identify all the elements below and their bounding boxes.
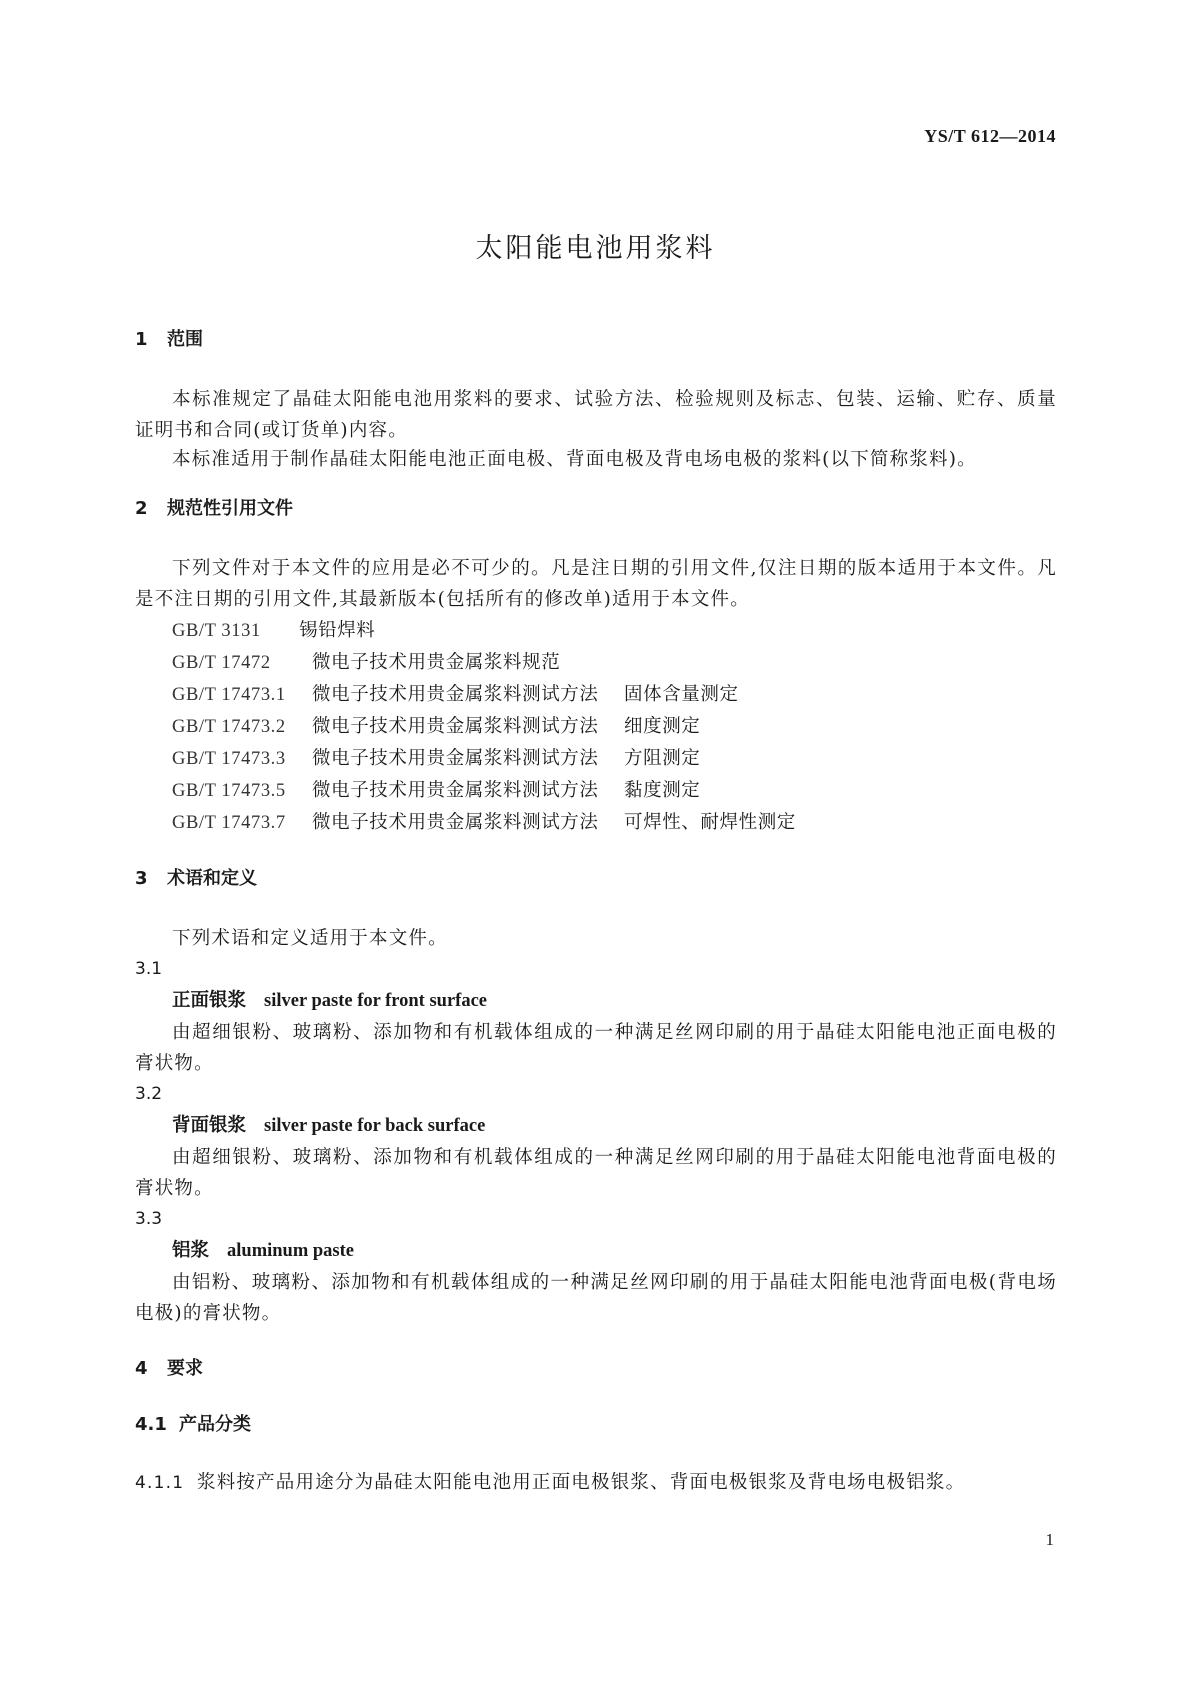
section-heading-terms: [135, 865, 1057, 893]
section-number: 4: [135, 1358, 148, 1379]
paragraph: 本标准规定了晶硅太阳能电池用浆料的要求、试验方法、检验规则及标志、包装、运输、贮存、质量证明书和合同(或订货单)内容。: [135, 389, 1057, 441]
reference-code: GB/T 17472: [172, 653, 271, 673]
reference-title: 微电子技术用贵金属浆料测试方法: [312, 748, 599, 769]
term-entry: [135, 1204, 1057, 1329]
section-title: 规范性引用文件: [167, 498, 293, 519]
reference-subtitle: 固体含量测定: [624, 684, 739, 705]
subsection-heading-product-classification: [135, 1411, 1057, 1439]
reference-subtitle: 方阻测定: [624, 748, 701, 769]
clause-text: 浆料按产品用途分为晶硅太阳能电池用正面电极银浆、背面电极银浆及背电场电极铝浆。: [197, 1472, 966, 1493]
subsection-title: 产品分类: [179, 1414, 251, 1435]
term-definition: 由超细银粉、玻璃粉、添加物和有机载体组成的一种满足丝网印刷的用于晶硅太阳能电池背面电极的膏状物。: [135, 1147, 1057, 1199]
document-body: [135, 326, 1057, 1499]
reference-item: [135, 711, 1057, 743]
reference-item: [135, 775, 1057, 807]
reference-subtitle: 可焊性、耐焊性测定: [624, 812, 796, 833]
reference-subtitle: 黏度测定: [624, 780, 701, 801]
reference-title: 微电子技术用贵金属浆料测试方法: [312, 716, 599, 737]
term-name-zh: 正面银浆: [172, 990, 247, 1011]
term-number: 3.1: [135, 959, 163, 979]
reference-code: GB/T 17473.3: [172, 749, 286, 769]
section-number: 3: [135, 868, 148, 889]
term-name-en: silver paste for front surface: [264, 991, 488, 1011]
section-title: 要求: [167, 1358, 203, 1379]
clause-4-1-1: [135, 1467, 1057, 1499]
section-number: 1: [135, 329, 148, 350]
paragraph: 下列术语和定义适用于本文件。: [172, 928, 448, 949]
term-name: [135, 1110, 1057, 1142]
reference-title: 微电子技术用贵金属浆料测试方法: [312, 780, 599, 801]
term-entry: [135, 954, 1057, 1079]
section-title: 术语和定义: [167, 868, 257, 889]
reference-title: 微电子技术用贵金属浆料测试方法: [312, 812, 599, 833]
reference-title: 微电子技术用贵金属浆料测试方法: [312, 684, 599, 705]
reference-code: GB/T 17473.2: [172, 717, 286, 737]
reference-subtitle: 细度测定: [624, 716, 701, 737]
reference-code: GB/T 17473.7: [172, 813, 286, 833]
reference-item: [135, 679, 1057, 711]
document-title: 太阳能电池用浆料: [475, 233, 716, 264]
reference-code: GB/T 17473.5: [172, 781, 286, 801]
section-heading-normative-references: [135, 495, 1057, 523]
paragraph: 下列文件对于本文件的应用是必不可少的。凡是注日期的引用文件,仅注日期的版本适用于本文件。凡是不注日期的引用文件,其最新版本(包括所有的修改单)适用于本文件。: [135, 558, 1057, 610]
reference-code: GB/T 17473.1: [172, 685, 286, 705]
term-name: [135, 985, 1057, 1017]
term-definition: 由超细银粉、玻璃粉、添加物和有机载体组成的一种满足丝网印刷的用于晶硅太阳能电池正面电极的膏状物。: [135, 1022, 1057, 1074]
section-title: 范围: [167, 329, 203, 350]
reference-item: [135, 743, 1057, 775]
reference-item: [135, 807, 1057, 839]
term-name: [135, 1235, 1057, 1267]
standard-code: YS/T 612—2014: [924, 126, 1056, 146]
reference-title: 锡铅焊料: [299, 620, 376, 641]
term-name-zh: 背面银浆: [172, 1115, 247, 1136]
reference-item: [135, 647, 1057, 679]
term-number: 3.3: [135, 1209, 163, 1229]
term-definition: 由铝粉、玻璃粉、添加物和有机载体组成的一种满足丝网印刷的用于晶硅太阳能电池背面电极(背电场电极)的膏状物。: [135, 1272, 1057, 1324]
section-heading-requirements: [135, 1355, 1057, 1383]
paragraph: 本标准适用于制作晶硅太阳能电池正面电极、背面电极及背电场电极的浆料(以下简称浆料)。: [172, 449, 977, 470]
term-name-en: silver paste for back surface: [264, 1116, 486, 1136]
term-name-en: aluminum paste: [227, 1241, 354, 1261]
reference-title: 微电子技术用贵金属浆料规范: [312, 652, 561, 673]
page-number: 1: [1045, 1530, 1054, 1549]
reference-item: [135, 615, 1057, 647]
section-heading-scope: [135, 326, 1057, 354]
section-number: 2: [135, 498, 148, 519]
subsection-number: 4.1: [135, 1414, 167, 1435]
clause-number: 4.1.1: [135, 1473, 185, 1493]
reference-list: [135, 615, 1057, 839]
term-entry: [135, 1079, 1057, 1204]
term-name-zh: 铝浆: [172, 1240, 210, 1261]
term-number: 3.2: [135, 1084, 163, 1104]
reference-code: GB/T 3131: [172, 621, 261, 641]
